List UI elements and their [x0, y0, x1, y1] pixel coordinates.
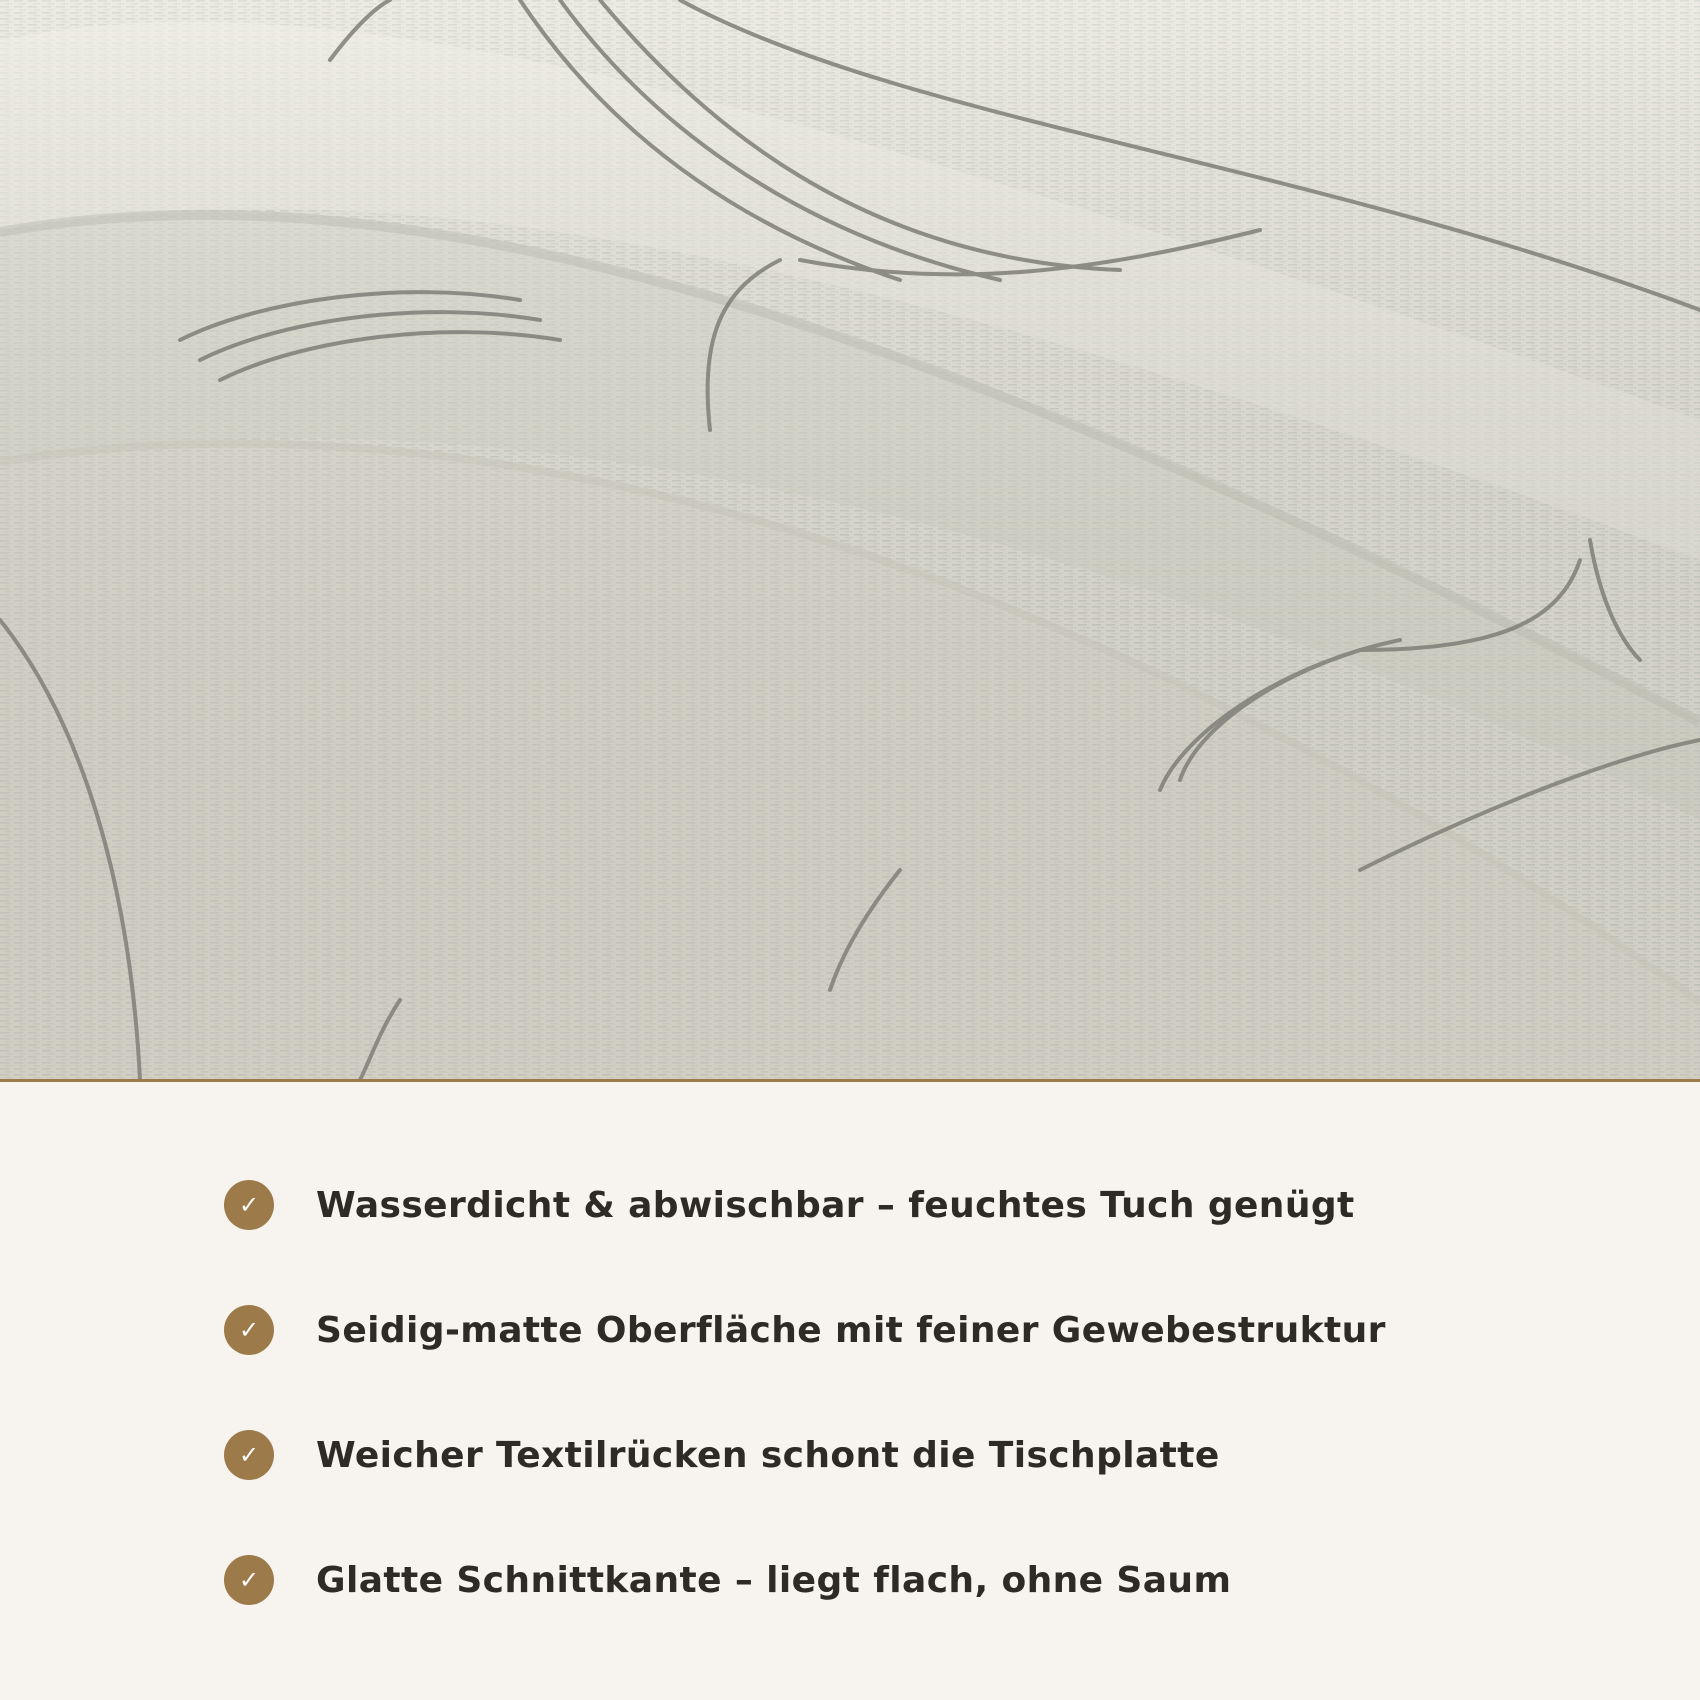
- feature-list: [0, 1082, 1700, 1700]
- feature-item-waterproof: [224, 1179, 1355, 1231]
- feature-item-edge: [224, 1554, 1231, 1606]
- feature-item-surface: [224, 1304, 1386, 1356]
- feature-item-backing: [224, 1429, 1220, 1481]
- feature-text: Seidig-matte Oberfläche mit feiner Gewebestruktur: [316, 1309, 1386, 1351]
- check-icon: ✓: [224, 1305, 274, 1355]
- check-icon: ✓: [224, 1180, 274, 1230]
- feature-text: Wasserdicht & abwischbar – feuchtes Tuch genügt: [316, 1184, 1355, 1226]
- feature-text: Weicher Textilrücken schont die Tischplatte: [316, 1434, 1220, 1476]
- feature-text: Glatte Schnittkante – liegt flach, ohne Saum: [316, 1559, 1232, 1601]
- check-icon: ✓: [224, 1555, 274, 1605]
- check-icon: ✓: [224, 1430, 274, 1480]
